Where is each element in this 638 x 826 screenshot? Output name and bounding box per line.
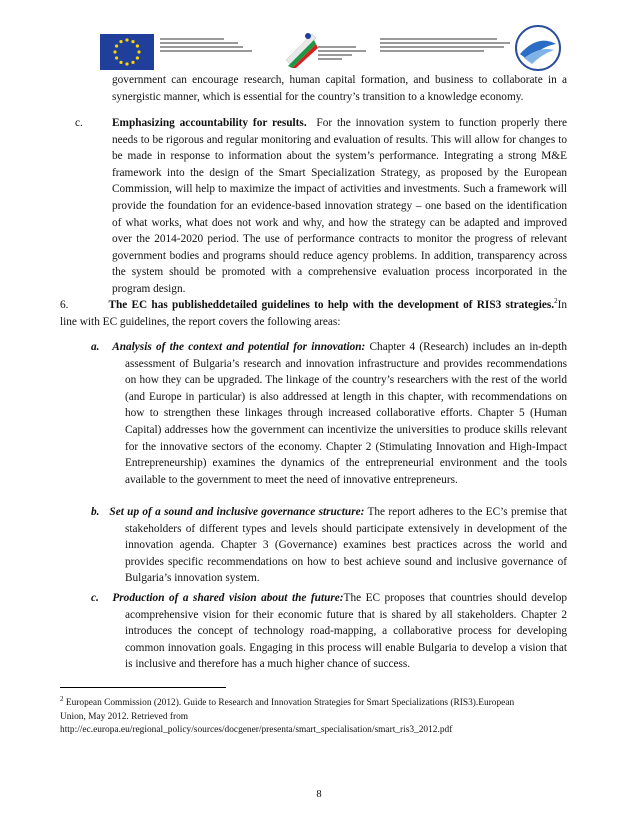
sub-item-c-text: The EC proposes that countries should develop acomprehensive vision for their economic future that is shared by all stakeholders. Chapter 2 introduces the concept of technology road-mapping, a collaborative process for developing common innovation goals. Engaging in this process will enable Bulgaria to develop a vision that is inclusive and therefore has a much higher chance of success. [125, 592, 567, 671]
item-c-heading: Emphasizing accountability for results. [112, 117, 307, 129]
item-c-label: c. [75, 117, 83, 129]
operational-programme-icon [514, 24, 562, 72]
sub-item-a-heading: Analysis of the context and potential for innovation: [112, 341, 366, 353]
footnote-number: 2 [60, 694, 64, 703]
item-6-label: 6. [60, 299, 69, 311]
sub-item-b [91, 504, 567, 587]
sub-item-c [91, 590, 567, 673]
sub-item-a-label: a. [91, 341, 100, 353]
item-c-paragraph [112, 115, 567, 298]
footnote [60, 694, 530, 738]
sub-item-c-heading: Production of a shared vision about the future: [112, 592, 344, 604]
footnote-divider [60, 687, 226, 688]
eu-logo-caption [160, 36, 252, 54]
sub-item-c-label: c. [91, 592, 99, 604]
footnote-text: European Commission (2012). Guide to Research and Innovation Strategies for Smart Specializations (RIS3).European Union, May 2012. Retrieved from http://ec.europa.eu/regional_policy/sources/docgener/presenta/smart_specialisation/smart_ris3_2012.pdf [60, 698, 515, 736]
paragraph-continuation: government can encourage research, human capital formation, and business to collaborate in a synergistic manner, which is essential for the country’s transition to a knowledge economy. [112, 74, 567, 103]
sub-item-b-heading: Set up of a sound and inclusive governance structure: [109, 506, 365, 518]
sub-item-a-text: Chapter 4 (Research) includes an in-depth assessment of Bulgaria’s research and innovation infrastructure and provides recommendations on how they can be upgraded. The linkage of the country’s researchers with the rest of the world (and Europe in particular) is also addressed at length in this chapter, with recommendations on how to strengthen these linkages through increased collaborative efforts. Chapter 5 (Human Capital) addresses how the government can incentivize the universities to produce skills relevant for the innovative sectors of the economy. Chapter 2 (Stimulating Innovation and High-Impact Entrepreneurship) examines the dynamics of the entrepreneurial environment and the tools available to the government to meet the need of innovative entrepreneurs. [125, 341, 567, 486]
sub-item-b-label: b. [91, 506, 100, 518]
page-number: 8 [316, 789, 322, 800]
eu-flag-icon [100, 34, 154, 70]
sub-item-a [91, 339, 567, 488]
item-c-text: For the innovation system to function properly there needs to be rigorous and regular monitoring and evaluation of results. This will allow for changes to be made in response to information about the system’s performance. Integrating a strong M&E framework into the design of the Smart Specialization Strategy, as proposed by the European Commission, will help to maximize the impact of activities and investments. Such a framework will provide the foundation for an evidence-based innovation strategy – one based on the identification of what works, what does not work and why, and how the strategy can be adapted and improved over the 2014-2020 period. The use of performance contracts to monitor the progress of relevant government bodies and programs should reduce agency problems. In addition, transparency across the system should be promoted with a comprehensive evaluation process incorporated in the program design. [112, 117, 567, 295]
sub-item-b-text: The report adheres to the EC’s premise that stakeholders of different types and levels should participate extensively in development of the innovation agenda. Chapter 3 (Governance) examines best practices across the world and provides specific recommendations on how to best achieve sound and inclusive governance of Bulgaria’s innovation system. [125, 506, 567, 585]
item-6-text: In line with EC guidelines, the report covers the following areas: [60, 299, 567, 328]
item-6-paragraph [60, 297, 567, 330]
item-6-heading: The EC has publisheddetailed guidelines to help with the development of RIS3 strategies. [108, 299, 555, 311]
header-logos [0, 14, 638, 72]
programme-logo-caption [380, 36, 510, 54]
bulgaria-logo-caption [318, 44, 366, 62]
footnote-ref[interactable]: 2 [554, 297, 558, 306]
bulgaria-flag-icon [284, 30, 318, 68]
